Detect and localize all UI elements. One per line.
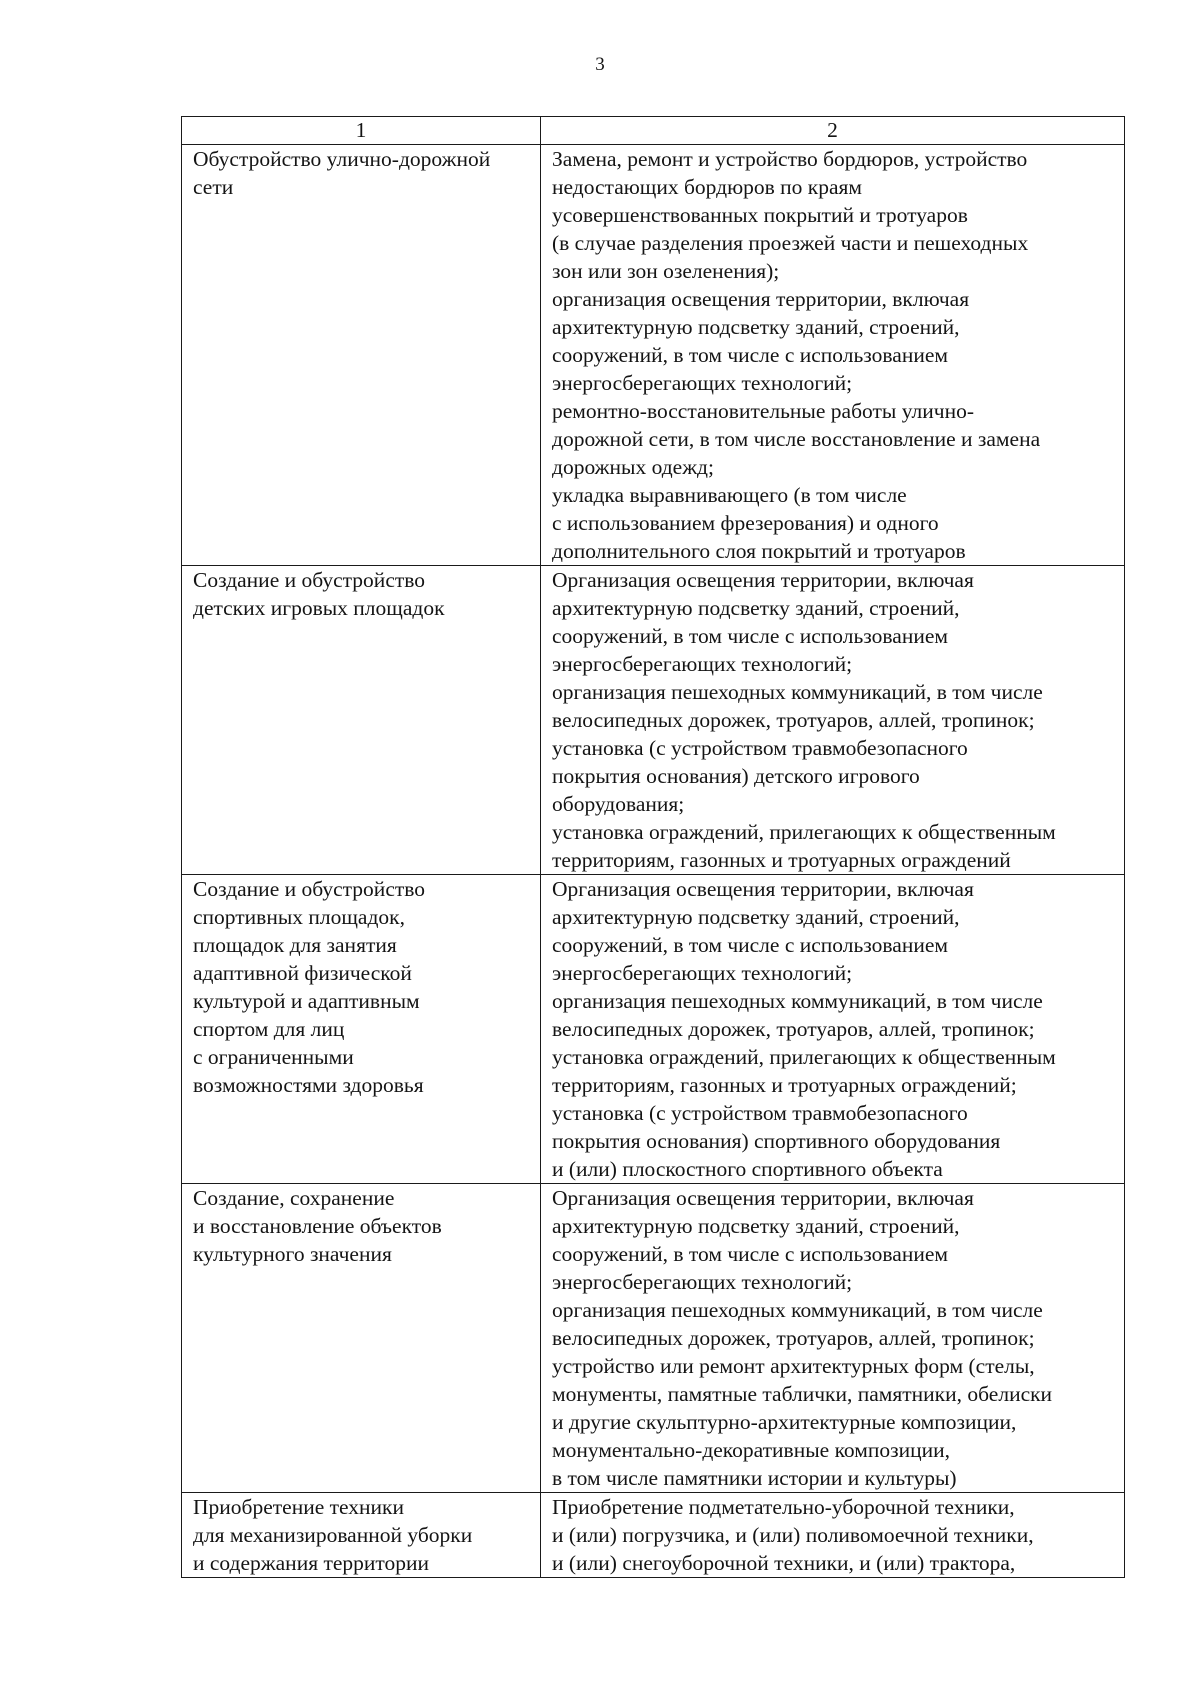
category-line: детских игровых площадок bbox=[193, 596, 445, 620]
works-line: организация освещения территории, включая bbox=[552, 287, 970, 311]
works-line: Организация освещения территории, включая bbox=[552, 877, 974, 901]
category-line: возможностями здоровья bbox=[193, 1073, 424, 1097]
works-line: ремонтно-восстановительные работы улично- bbox=[552, 399, 974, 423]
works-line: усовершенствованных покрытий и тротуаров bbox=[552, 203, 968, 227]
category-line: площадок для занятия bbox=[193, 933, 397, 957]
works-line: и (или) погрузчика, и (или) поливомоечной техники, bbox=[552, 1523, 1034, 1547]
works-line: (в случае разделения проезжей части и пешеходных bbox=[552, 231, 1029, 255]
works-cell bbox=[541, 566, 1125, 875]
table-row bbox=[182, 1184, 1125, 1493]
works-line: территориям, газонных и тротуарных ограждений; bbox=[552, 1073, 1017, 1097]
category-line: культурой и адаптивным bbox=[193, 989, 420, 1013]
works-line: архитектурную подсветку зданий, строений, bbox=[552, 315, 960, 339]
works-line: велосипедных дорожек, тротуаров, аллей, тропинок; bbox=[552, 708, 1035, 732]
works-line: дорожной сети, в том числе восстановление и замена bbox=[552, 427, 1041, 451]
works-line: покрытия основания) детского игрового bbox=[552, 764, 920, 788]
works-line: в том числе памятники истории и культуры) bbox=[552, 1466, 957, 1490]
page-number: 3 bbox=[595, 54, 605, 75]
measures-table bbox=[181, 116, 1125, 1578]
works-line: сооружений, в том числе с использованием bbox=[552, 624, 948, 648]
works-line: и (или) снегоуборочной техники, и (или) трактора, bbox=[552, 1551, 1016, 1575]
category-line: с ограниченными bbox=[193, 1045, 354, 1069]
works-line: Замена, ремонт и устройство бордюров, устройство bbox=[552, 147, 1028, 171]
works-line: зон или зон озеленения); bbox=[552, 259, 780, 283]
table-row bbox=[182, 875, 1125, 1184]
works-line: монументально-декоративные композиции, bbox=[552, 1438, 951, 1462]
works-line: и другие скульптурно-архитектурные композиции, bbox=[552, 1410, 1017, 1434]
works-line: монументы, памятные таблички, памятники, обелиски bbox=[552, 1382, 1053, 1406]
category-line: Создание и обустройство bbox=[193, 568, 426, 592]
works-line: оборудования; bbox=[552, 792, 685, 816]
works-line: энергосберегающих технологий; bbox=[552, 1270, 853, 1294]
works-line: организация пешеходных коммуникаций, в том числе bbox=[552, 989, 1043, 1013]
works-line: организация пешеходных коммуникаций, в том числе bbox=[552, 680, 1043, 704]
category-line: спортивных площадок, bbox=[193, 905, 405, 929]
category-line: Создание и обустройство bbox=[193, 877, 426, 901]
table-body bbox=[182, 117, 1125, 1578]
works-line: территориям, газонных и тротуарных ограждений bbox=[552, 848, 1011, 872]
category-cell bbox=[182, 1184, 541, 1493]
works-line: установка (с устройством травмобезопасного bbox=[552, 1101, 968, 1125]
works-line: велосипедных дорожек, тротуаров, аллей, тропинок; bbox=[552, 1017, 1035, 1041]
works-line: устройство или ремонт архитектурных форм (стелы, bbox=[552, 1354, 1035, 1378]
works-line: Организация освещения территории, включая bbox=[552, 568, 974, 592]
category-cell bbox=[182, 566, 541, 875]
works-line: велосипедных дорожек, тротуаров, аллей, тропинок; bbox=[552, 1326, 1035, 1350]
works-line: архитектурную подсветку зданий, строений, bbox=[552, 596, 960, 620]
works-cell bbox=[541, 1493, 1125, 1578]
works-line: сооружений, в том числе с использованием bbox=[552, 1242, 948, 1266]
column-header-2: 2 bbox=[541, 117, 1125, 145]
table-row bbox=[182, 1493, 1125, 1578]
category-line: Обустройство улично-дорожной bbox=[193, 147, 491, 171]
table-header-row bbox=[182, 117, 1125, 145]
works-line: установка (с устройством травмобезопасного bbox=[552, 736, 968, 760]
category-line: культурного значения bbox=[193, 1242, 392, 1266]
table-row bbox=[182, 566, 1125, 875]
category-line: Приобретение техники bbox=[193, 1495, 405, 1519]
works-line: архитектурную подсветку зданий, строений, bbox=[552, 905, 960, 929]
category-line: для механизированной уборки bbox=[193, 1523, 473, 1547]
category-line: сети bbox=[193, 175, 234, 199]
works-line: с использованием фрезерования) и одного bbox=[552, 511, 939, 535]
category-line: адаптивной физической bbox=[193, 961, 412, 985]
works-line: энергосберегающих технологий; bbox=[552, 652, 853, 676]
category-line: спортом для лиц bbox=[193, 1017, 345, 1041]
category-cell bbox=[182, 145, 541, 566]
works-line: дополнительного слоя покрытий и тротуаров bbox=[552, 539, 966, 563]
works-line: Приобретение подметательно-уборочной техники, bbox=[552, 1495, 1015, 1519]
works-line: сооружений, в том числе с использованием bbox=[552, 343, 948, 367]
works-line: покрытия основания) спортивного оборудования bbox=[552, 1129, 1001, 1153]
category-cell bbox=[182, 875, 541, 1184]
works-line: энергосберегающих технологий; bbox=[552, 371, 853, 395]
column-header-1: 1 bbox=[182, 117, 541, 145]
works-line: организация пешеходных коммуникаций, в том числе bbox=[552, 1298, 1043, 1322]
works-line: Организация освещения территории, включая bbox=[552, 1186, 974, 1210]
table-row bbox=[182, 145, 1125, 566]
works-cell bbox=[541, 1184, 1125, 1493]
works-cell bbox=[541, 875, 1125, 1184]
category-line: и содержания территории bbox=[193, 1551, 430, 1575]
works-line: архитектурную подсветку зданий, строений, bbox=[552, 1214, 960, 1238]
works-line: энергосберегающих технологий; bbox=[552, 961, 853, 985]
category-cell bbox=[182, 1493, 541, 1578]
works-line: укладка выравнивающего (в том числе bbox=[552, 483, 907, 507]
works-line: установка ограждений, прилегающих к общественным bbox=[552, 820, 1056, 844]
works-line: сооружений, в том числе с использованием bbox=[552, 933, 948, 957]
works-cell bbox=[541, 145, 1125, 566]
category-line: Создание, сохранение bbox=[193, 1186, 395, 1210]
works-line: недостающих бордюров по краям bbox=[552, 175, 863, 199]
works-line: дорожных одежд; bbox=[552, 455, 714, 479]
works-line: и (или) плоскостного спортивного объекта bbox=[552, 1157, 943, 1181]
category-line: и восстановление объектов bbox=[193, 1214, 442, 1238]
works-line: установка ограждений, прилегающих к общественным bbox=[552, 1045, 1056, 1069]
